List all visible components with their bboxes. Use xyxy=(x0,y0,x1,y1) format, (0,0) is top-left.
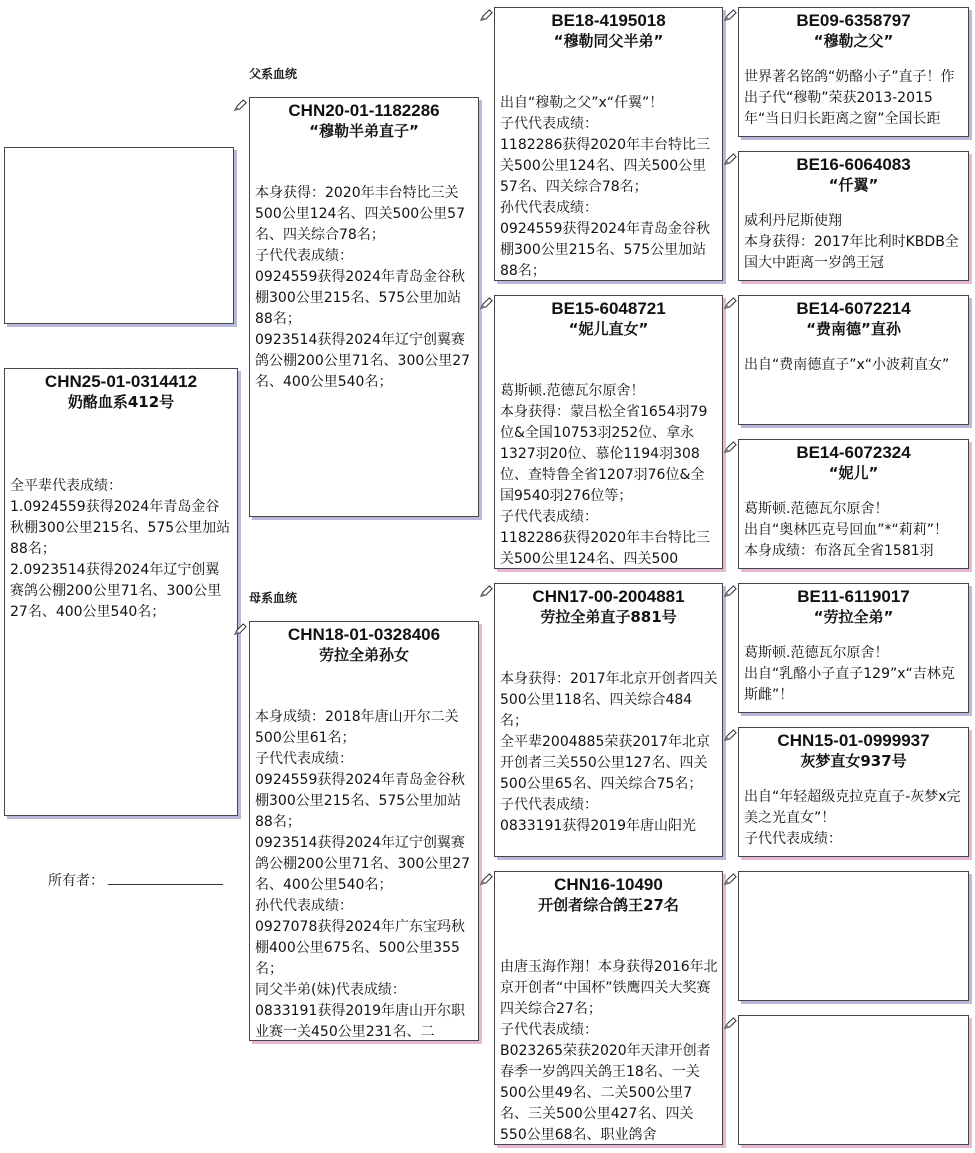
edit-pencil-icon[interactable] xyxy=(723,296,738,311)
sire-card[interactable] xyxy=(249,97,479,517)
dam-dam-desc: 由唐玉海作翔！本身获得2016年北京开创者“中国杯”铁鹰四关大奖赛四关综合27名； 子代代表成绩： B023265荣获2020年天津开创者春季一岁鸽四关鸽王18名、一关500公里49名、二关500公里7名、三关500公里427名、四关550公里68名、职业鸽舍 xyxy=(500,959,718,1143)
edit-pencil-icon[interactable] xyxy=(233,98,248,113)
dsd-desc: 出自“年轻超级克拉克直子-灰梦x完美之光直女”！ 子代代表成绩： xyxy=(744,789,961,847)
edit-pencil-icon[interactable] xyxy=(723,8,738,23)
subject-name: 奶酪血系412号 xyxy=(67,393,175,411)
sds-name: “费南德”直孙 xyxy=(806,320,901,338)
dds-card-empty[interactable] xyxy=(738,871,969,1001)
dss-name: “劳拉全弟” xyxy=(813,608,894,626)
owner-label: 所有者： xyxy=(48,873,104,889)
ssd-card[interactable] xyxy=(738,151,969,281)
edit-pencil-icon[interactable] xyxy=(479,296,494,311)
dam-sire-name: 劳拉全弟直子881号 xyxy=(540,608,677,626)
ssd-name: “仟翼” xyxy=(828,176,879,194)
dsd-card[interactable] xyxy=(738,727,969,857)
ddd-card-empty[interactable] xyxy=(738,1015,969,1145)
edit-pencil-icon[interactable] xyxy=(479,8,494,23)
dsd-name: 灰梦直女937号 xyxy=(800,752,907,770)
edit-pencil-icon[interactable] xyxy=(723,872,738,887)
dam-ring: CHN18-01-0328406 xyxy=(287,625,441,644)
sire-dam-ring: BE15-6048721 xyxy=(551,299,666,318)
ssd-desc: 威利丹尼斯使翔 本身获得：2017年比利时KBDB全国大中距离一岁鸽王冠 xyxy=(744,213,959,271)
sire-sire-name: “穆勒同父半弟” xyxy=(553,32,664,50)
dam-dam-name: 开创者综合鸽王27名 xyxy=(538,896,679,914)
sss-name: “穆勒之父” xyxy=(813,32,894,50)
sire-sire-desc: 出自“穆勒之父”x“仟翼”！ 子代代表成绩： 1182286获得2020年丰台特比三关500公里124名、四关500公里57名、四关综合78名； 孙代代表成绩： 0924559获得2024年青岛金谷秋棚300公里215名、575公里加站88名； xyxy=(500,95,710,279)
dam-desc: 本身成绩：2018年唐山开尔二关500公里61名； 子代代表成绩： 0924559获得2024年青岛金谷秋棚300公里215名、575公里加站88名； 0923514获得2024年辽宁创翼赛鸽公棚200公里71名、300公里27名、400公里540名； 孙代代表成绩： 0927078获得2024年广东宝玛秋棚400公里675名、500公里355名； 同父半弟(妹)代表成绩： 0833191获得2019年唐山开尔职业赛一关450公里231名、二 xyxy=(255,709,471,1040)
dam-name: 劳拉全弟孙女 xyxy=(318,646,409,664)
sire-sire-ring: BE18-4195018 xyxy=(551,11,666,30)
dam-sire-card[interactable] xyxy=(494,583,723,857)
sire-dam-card[interactable] xyxy=(494,295,723,569)
edit-pencil-icon[interactable] xyxy=(479,872,494,887)
sss-ring: BE09-6358797 xyxy=(796,11,911,30)
edit-pencil-icon[interactable] xyxy=(479,584,494,599)
sire-ring: CHN20-01-1182286 xyxy=(288,101,440,120)
subject-desc: 全平辈代表成绩： 1.0924559获得2024年青岛金谷秋棚300公里215名、575公里加站88名； 2.0923514获得2024年辽宁创翼赛鸽公棚200公里71名、300公里27名、400公里540名； xyxy=(10,478,231,620)
edit-pencil-icon[interactable] xyxy=(723,584,738,599)
edit-pencil-icon[interactable] xyxy=(723,1016,738,1031)
maternal-section-label: 母系血统 xyxy=(249,591,298,605)
dam-card[interactable] xyxy=(249,621,479,1041)
dss-card[interactable] xyxy=(738,583,969,713)
subject-ring: CHN25-01-0314412 xyxy=(44,372,198,391)
subject-card[interactable] xyxy=(4,368,238,816)
owner-blank-line[interactable] xyxy=(108,870,223,885)
dss-ring: BE11-6119017 xyxy=(797,587,910,606)
sds-desc: 出自“费南德直子”x“小波莉直女” xyxy=(744,357,950,373)
dam-sire-ring: CHN17-00-2004881 xyxy=(532,587,685,606)
edit-pencil-icon[interactable] xyxy=(233,622,248,637)
edit-pencil-icon[interactable] xyxy=(723,728,738,743)
dam-dam-ring: CHN16-10490 xyxy=(554,875,663,894)
sss-card[interactable] xyxy=(738,7,969,137)
ssd-ring: BE16-6064083 xyxy=(796,155,911,174)
paternal-section-label: 父系血统 xyxy=(249,67,298,81)
edit-pencil-icon[interactable] xyxy=(723,152,738,167)
dam-sire-desc: 本身获得：2017年北京开创者四关500公里118名、四关综合484名； 全平辈2004885荣获2017年北京开创者三关550公里127名、四关500公里65名、四关综合75名； 子代代表成绩： 0833191获得2019年唐山阳光 xyxy=(500,671,718,834)
dam-dam-card[interactable] xyxy=(494,871,723,1145)
sdd-desc: 葛斯顿.范德瓦尔原舍！ 出自“奥林匹克号回血”*“莉莉”！ 本身成绩：布洛瓦全省1581羽 xyxy=(744,501,949,559)
owner-field xyxy=(48,870,223,890)
sdd-ring: BE14-6072324 xyxy=(796,443,911,462)
sire-dam-desc: 葛斯顿.范德瓦尔原舍！ 本身获得：蒙吕松全省1654羽79位&全国10753羽252位、拿永1327羽20位、慕伦1194羽308位、查特鲁全省1207羽76位&全国9540羽276位等； 子代代表成绩： 1182286获得2020年丰台特比三关500公里124名、四关500 xyxy=(500,383,710,567)
sire-dam-name: “妮儿直女” xyxy=(568,320,649,338)
sire-name: “穆勒半弟直子” xyxy=(309,122,419,140)
sdd-card[interactable] xyxy=(738,439,969,569)
dss-desc: 葛斯顿.范德瓦尔原舍！ 出自“乳酪小子直子129”x“吉林克斯雌”！ xyxy=(744,645,955,703)
sds-ring: BE14-6072214 xyxy=(796,299,911,318)
sdd-name: “妮儿” xyxy=(828,464,879,482)
edit-pencil-icon[interactable] xyxy=(723,440,738,455)
sire-desc: 本身获得：2020年丰台特比三关500公里124名、四关500公里57名、四关综合78名； 子代代表成绩： 0924559获得2024年青岛金谷秋棚300公里215名、575公里加站88名； 0923514获得2024年辽宁创翼赛鸽公棚200公里71名、300公里27名、400公里540名； xyxy=(255,185,471,390)
sds-card[interactable] xyxy=(738,295,969,425)
sire-sire-card[interactable] xyxy=(494,7,723,281)
dsd-ring: CHN15-01-0999937 xyxy=(777,731,930,750)
photo-box xyxy=(4,147,234,324)
sss-desc: 世界著名铭鸽“奶酪小子”直子！作出子代“穆勒”荣获2013-2015年“当日归长距离之窗”全国长距 xyxy=(744,69,955,127)
